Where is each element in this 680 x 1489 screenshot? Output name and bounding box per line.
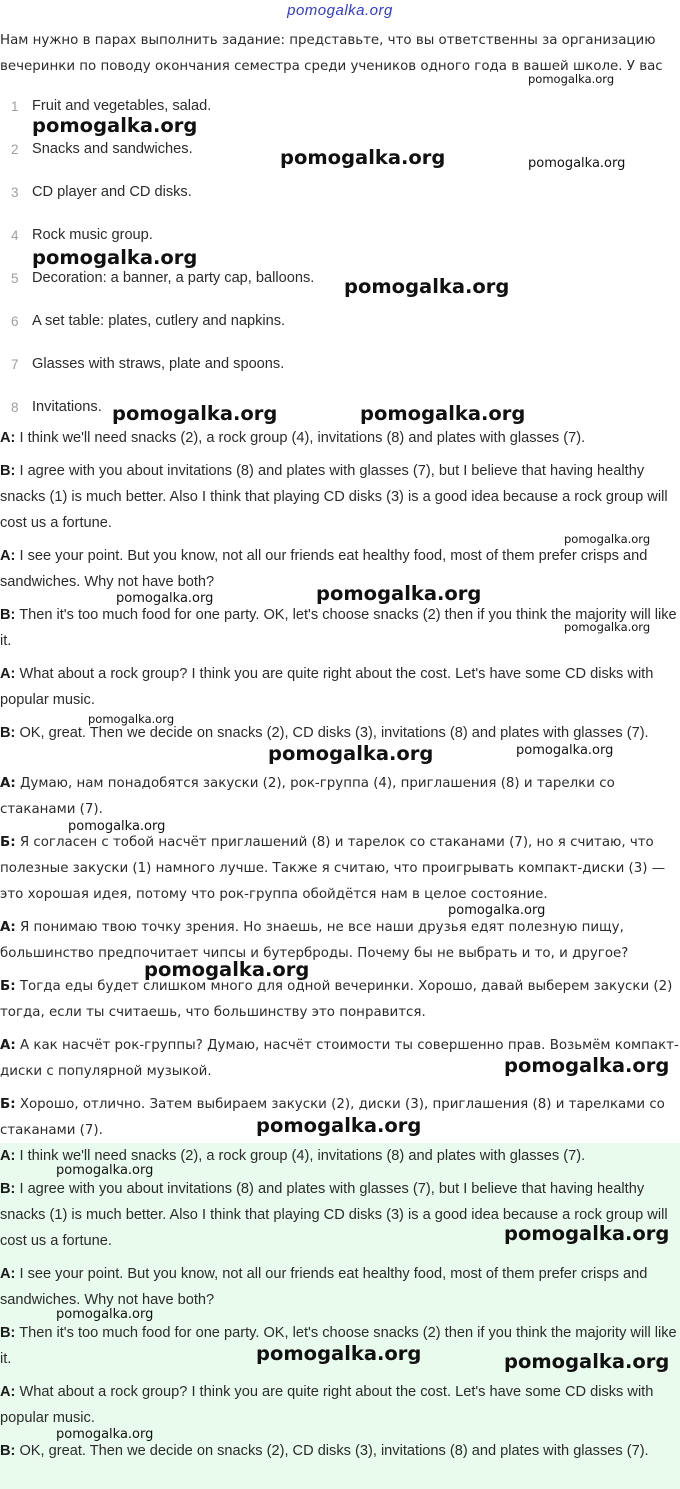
item-text: Rock music group.	[32, 227, 153, 243]
dialogue-text: OK, great. Then we decide on snacks (2), CD disks (3), invitations (8) and plates with glasses (7).	[15, 725, 649, 741]
speaker-label: A:	[0, 666, 16, 682]
dialogue-text: Хорошо, отлично. Затем выбираем закуски (2), диски (3), приглашения (8) и тарелками со стаканами (7).	[0, 1097, 665, 1138]
watermark: pomogalka.org	[268, 742, 434, 765]
dialogue-line-en	[0, 425, 680, 451]
dialogue-text: Then it's too much food for one party. OK, let's choose snacks (2) then if you think the majority will like it.	[0, 1325, 677, 1367]
dialogue-text: I see your point. But you know, not all our friends eat healthy food, most of them prefer crisps and sandwiches. Why not have both?	[0, 1266, 648, 1308]
dialogue-text: А как насчёт рок-группы? Думаю, насчёт стоимости ты совершенно прав. Возьмём компакт-диски с популярной музыкой.	[0, 1038, 679, 1079]
watermark: pomogalka.org	[316, 582, 482, 605]
speaker-label: А:	[0, 920, 16, 935]
dialogue-line-ru	[0, 974, 680, 1026]
watermark: pomogalka.org	[56, 1163, 154, 1178]
answer-line	[0, 1379, 680, 1431]
watermark: pomogalka.org	[144, 958, 310, 981]
watermark: pomogalka.org	[528, 72, 615, 86]
dialogue-line-ru	[0, 830, 680, 908]
watermark: pomogalka.org	[256, 1342, 422, 1365]
speaker-label: B:	[0, 463, 16, 479]
speaker-label: А:	[0, 1038, 16, 1053]
item-number: 3	[11, 185, 19, 200]
watermark: pomogalka.org	[280, 146, 446, 169]
speaker-label: A:	[0, 1384, 16, 1400]
list-item	[0, 357, 660, 381]
dialogue-text: I agree with you about invitations (8) and plates with glasses (7), but I believe that having healthy snacks (1) is much better. Also I think that playing CD disks (3) is a good idea because a rock group will cost us a fortune.	[0, 463, 668, 531]
site-logo[interactable]: pomogalka.org	[287, 2, 393, 19]
item-text: Glasses with straws, plate and spoons.	[32, 356, 285, 372]
watermark: pomogalka.org	[516, 743, 614, 758]
speaker-label: Б:	[0, 979, 16, 994]
item-number: 4	[11, 228, 19, 243]
dialogue-text: Тогда еды будет слишком много для одной вечеринки. Хорошо, давай выберем закуски (2) тогда, если ты считаешь, что большинству это понравится.	[0, 979, 673, 1020]
dialogue-text: I agree with you about invitations (8) and plates with glasses (7), but I believe that having healthy snacks (1) is much better. Also I think that playing CD disks (3) is a good idea because a rock group will cost us a fortune.	[0, 1181, 668, 1249]
speaker-label: B:	[0, 607, 16, 623]
watermark: pomogalka.org	[56, 1427, 154, 1442]
dialogue-text: What about a rock group? I think you are quite right about the cost. Let's have some CD disks with popular music.	[0, 666, 654, 708]
list-item	[0, 400, 660, 424]
speaker-label: A:	[0, 1148, 16, 1164]
watermark: pomogalka.org	[56, 1307, 154, 1322]
watermark: pomogalka.org	[448, 903, 546, 918]
speaker-label: A:	[0, 430, 16, 446]
item-number: 5	[11, 271, 19, 286]
watermark: pomogalka.org	[504, 1350, 670, 1373]
watermark: pomogalka.org	[116, 591, 214, 606]
list-item	[0, 314, 660, 338]
item-number: 6	[11, 314, 19, 329]
item-number: 1	[11, 99, 19, 114]
item-text: A set table: plates, cutlery and napkins.	[32, 313, 286, 329]
speaker-label: Б:	[0, 835, 16, 850]
speaker-label: B:	[0, 1181, 16, 1197]
watermark: pomogalka.org	[32, 114, 198, 137]
speaker-label: B:	[0, 1325, 16, 1341]
speaker-label: А:	[0, 776, 16, 791]
dialogue-text: What about a rock group? I think you are quite right about the cost. Let's have some CD disks with popular music.	[0, 1384, 654, 1426]
speaker-label: A:	[0, 1266, 16, 1282]
task-intro: Нам нужно в парах выполнить задание: представьте, что вы ответственны за организацию вечеринки по поводу окончания семестра среди учеников одного года в вашей школе. У вас	[0, 33, 663, 74]
dialogue-text: Я согласен с тобой насчёт приглашений (8) и тарелок со стаканами (7), но я считаю, что полезные закуски (1) намного лучше. Также я считаю, что проигрывать компакт-диски (3) — это хорошая идея, потому что рок-группа обойдётся нам в целое состояние.	[0, 835, 666, 902]
dialogue-line-en	[0, 458, 680, 536]
item-text: Decoration: a banner, a party cap, balloons.	[32, 270, 315, 286]
dialogue-text: Я понимаю твою точку зрения. Но знаешь, не все наши друзья едят полезную пищу, большинство предпочитает чипсы и бутерброды. Почему бы не выбрать и то, и другое?	[0, 920, 629, 961]
watermark: pomogalka.org	[528, 156, 626, 171]
dialogue-line-ru	[0, 915, 680, 967]
item-text: CD player and CD disks.	[32, 184, 192, 200]
item-number: 2	[11, 142, 19, 157]
dialogue-text: I think we'll need snacks (2), a rock group (4), invitations (8) and plates with glasses (7).	[15, 430, 586, 446]
watermark: pomogalka.org	[344, 275, 510, 298]
list-item	[0, 271, 660, 295]
dialogue-text: I think we'll need snacks (2), a rock group (4), invitations (8) and plates with glasses (7).	[15, 1148, 586, 1164]
dialogue-text: OK, great. Then we decide on snacks (2), CD disks (3), invitations (8) and plates with glasses (7).	[15, 1443, 649, 1459]
watermark: pomogalka.org	[360, 402, 526, 425]
dialogue-text: Думаю, нам понадобятся закуски (2), рок-группа (4), приглашения (8) и тарелки со стаканами (7).	[0, 776, 615, 817]
item-text: Invitations.	[32, 399, 102, 415]
watermark: pomogalka.org	[112, 402, 278, 425]
speaker-label: Б:	[0, 1097, 16, 1112]
speaker-label: B:	[0, 1443, 16, 1459]
item-text: Fruit and vegetables, salad.	[32, 98, 212, 114]
speaker-label: B:	[0, 725, 16, 741]
list-item	[0, 185, 660, 209]
dialogue-text: I see your point. But you know, not all our friends eat healthy food, most of them prefer crisps and sandwiches. Why not have both?	[0, 548, 648, 590]
speaker-label: A:	[0, 548, 16, 564]
watermark: pomogalka.org	[504, 1222, 670, 1245]
dialogue-line-ru	[0, 771, 680, 823]
answer-line	[0, 1261, 680, 1313]
watermark: pomogalka.org	[504, 1054, 670, 1077]
watermark: pomogalka.org	[32, 246, 198, 269]
watermark: pomogalka.org	[256, 1114, 422, 1137]
watermark: pomogalka.org	[68, 819, 166, 834]
watermark: pomogalka.org	[564, 532, 651, 546]
watermark: pomogalka.org	[88, 712, 175, 726]
dialogue-line-en	[0, 661, 680, 713]
item-number: 8	[11, 400, 19, 415]
item-text: Snacks and sandwiches.	[32, 141, 193, 157]
dialogue-text: Then it's too much food for one party. OK, let's choose snacks (2) then if you think the majority will like it.	[0, 607, 677, 649]
watermark: pomogalka.org	[564, 620, 651, 634]
item-number: 7	[11, 357, 19, 372]
